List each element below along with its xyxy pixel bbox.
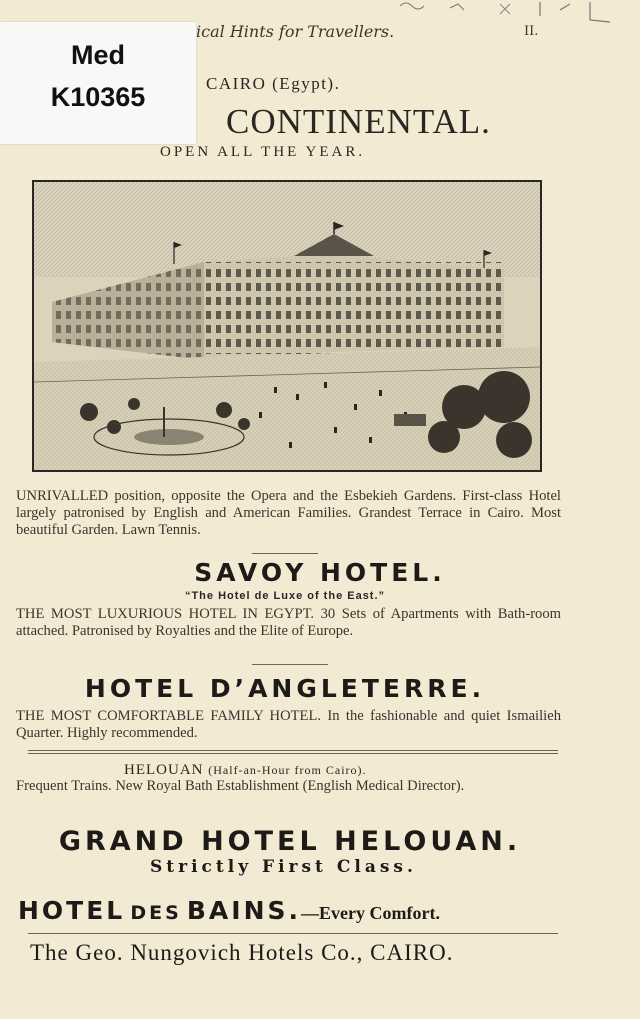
- savoy-hotel-name: SAVOY HOTEL.: [194, 558, 446, 587]
- bains-suffix: —Every Comfort.: [301, 903, 440, 923]
- bains-word-hotel: HOTEL: [18, 896, 126, 925]
- bains-word-des: DES: [130, 902, 182, 924]
- bains-word-bains: BAINS.: [186, 896, 302, 925]
- company-footer: The Geo. Nungovich Hotels Co., CAIRO.: [30, 940, 454, 965]
- hotel-engraving-illustration: [32, 180, 542, 472]
- continental-season: OPEN ALL THE YEAR.: [160, 144, 366, 160]
- divider-rule: [28, 750, 558, 751]
- pencil-scribble: [380, 0, 640, 24]
- savoy-tagline: “The Hotel de Luxe of the East.”: [184, 590, 386, 602]
- library-label-line1: Med: [71, 40, 125, 70]
- divider-rule: [28, 753, 558, 754]
- hotel-des-bains-line: [18, 896, 440, 925]
- library-label-line2: K10365: [50, 82, 146, 112]
- savoy-description: THE MOST LUXURIOUS HOTEL IN EGYPT. 30 Sets of Apartments with Bath-room attached. Patronised by Royalties and the Elite of Europe.: [16, 606, 561, 639]
- helouan-description: Frequent Trains. New Royal Bath Establishment (English Medical Director).: [16, 778, 465, 794]
- continental-hotel-name: CONTINENTAL.: [226, 102, 491, 141]
- running-head: ical Hints for Travellers.: [196, 22, 395, 41]
- angleterre-hotel-name: HOTEL D’ANGLETERRE.: [84, 674, 486, 703]
- divider-rule: [252, 553, 318, 554]
- library-label: [0, 22, 196, 144]
- page-number: II.: [524, 24, 539, 39]
- continental-description: UNRIVALLED position, opposite the Opera and the Esbekieh Gardens. First-class Hotel largely patronised by English and American Families. Grandest Terrace in Cairo. Most beautiful Garden. Lawn Tennis.: [16, 488, 561, 538]
- helouan-class-line: Strictly First Class.: [150, 857, 417, 877]
- divider-rule: [28, 933, 558, 934]
- continental-location: CAIRO (Egypt).: [206, 74, 341, 93]
- helouan-distance: (Half-an-Hour from Cairo).: [208, 763, 367, 777]
- angleterre-description: THE MOST COMFORTABLE FAMILY HOTEL. In the fashionable and quiet Ismailieh Quarter. Highly recommended.: [16, 708, 561, 741]
- helouan-place: HELOUAN: [124, 762, 204, 778]
- helouan-heading: [124, 762, 367, 779]
- divider-rule: [252, 664, 328, 665]
- grand-hotel-helouan-name: GRAND HOTEL HELOUAN.: [58, 826, 522, 857]
